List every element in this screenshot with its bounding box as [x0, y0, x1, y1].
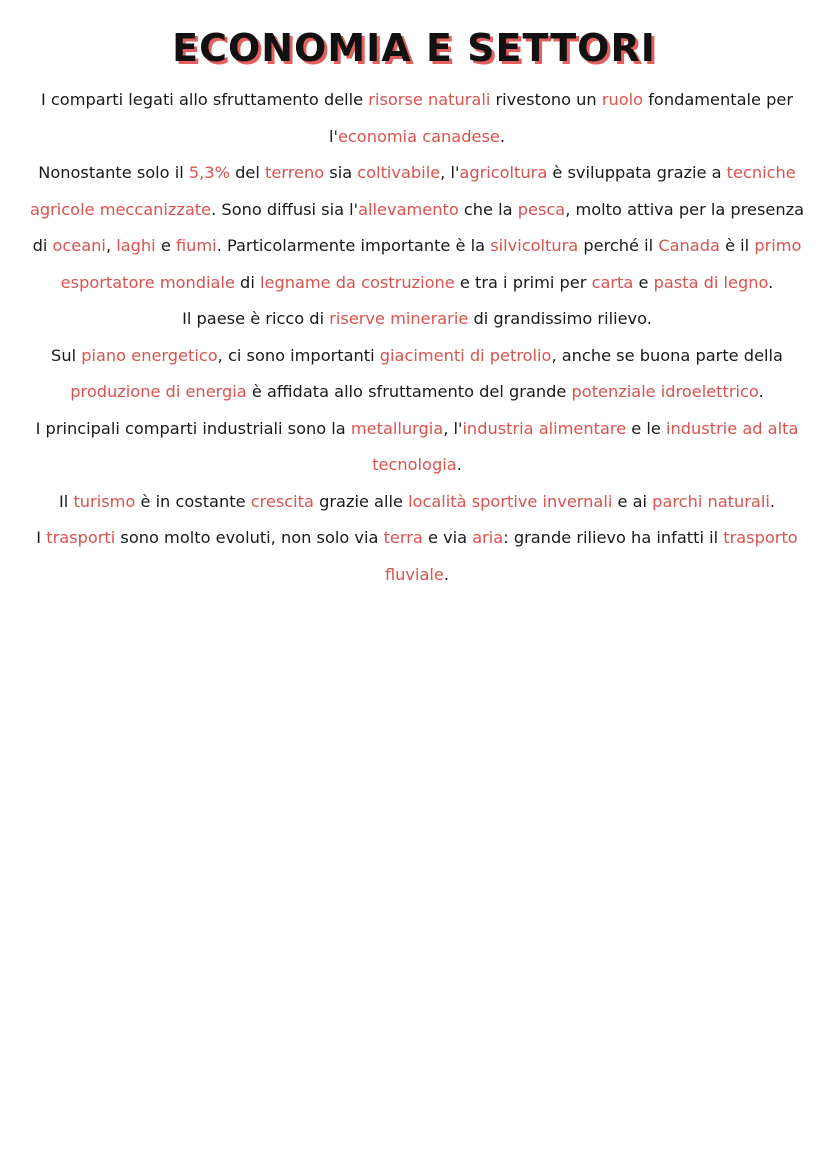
text-run: , l': [443, 418, 463, 438]
text-run: è affidata allo sfruttamento del grande: [246, 382, 572, 401]
text-run: e: [633, 272, 654, 292]
paragraph-p1: [22, 82, 812, 155]
paragraph-p4: [22, 338, 812, 411]
highlighted-term: località sportive invernali: [408, 491, 613, 511]
highlighted-term: metallurgia: [350, 418, 444, 438]
text-run: rivestono un: [490, 90, 602, 109]
highlighted-term: pasta di legno: [653, 272, 769, 292]
page-title: ECONOMIA E SETTORI: [172, 26, 656, 70]
paragraph-p3: [22, 301, 812, 338]
text-run: .: [443, 564, 450, 584]
highlighted-term: industria alimentare: [462, 418, 627, 438]
highlighted-term: terra: [383, 528, 423, 547]
highlighted-term: terreno: [265, 163, 325, 182]
text-run: e ai: [612, 491, 653, 511]
highlighted-term: piano energetico: [81, 345, 218, 365]
text-run: grazie alle: [313, 491, 409, 511]
highlighted-term: crescita: [250, 491, 314, 511]
text-run: è in costante: [135, 491, 251, 511]
highlighted-term: oceani: [52, 236, 106, 255]
text-run: ,: [105, 236, 117, 255]
text-run: , molto attiva per la presenza di: [32, 199, 805, 255]
text-run: .: [758, 382, 764, 401]
highlighted-term: industrie ad alta tecnologia: [372, 418, 799, 474]
text-run: : grande rilievo ha infatti il: [503, 528, 724, 547]
highlighted-term: laghi: [116, 236, 156, 255]
highlighted-term: risorse naturali: [368, 90, 491, 109]
highlighted-term: economia canadese: [337, 126, 500, 146]
highlighted-term: legname da costruzione: [259, 272, 455, 292]
highlighted-term: trasporti: [46, 528, 116, 547]
paragraph-p5: [22, 411, 812, 484]
text-run: Sul: [51, 345, 82, 365]
highlighted-term: 5,3%: [188, 163, 230, 182]
highlighted-term: aria: [472, 528, 504, 547]
text-run: , ci sono importanti: [217, 345, 380, 365]
text-run: , l': [440, 163, 460, 182]
text-run: I: [36, 528, 47, 547]
text-run: di: [234, 272, 260, 292]
paragraph-p6: [22, 484, 812, 521]
text-run: perché il: [578, 236, 659, 255]
text-run: del: [229, 163, 266, 182]
text-run: è il: [719, 236, 755, 255]
highlighted-term: riserve minerarie: [329, 309, 469, 328]
highlighted-term: primo esportatore mondiale: [60, 236, 802, 292]
text-run: Nonostante solo il: [38, 163, 189, 182]
text-run: e le: [626, 418, 667, 438]
text-run: di grandissimo rilievo.: [468, 309, 652, 328]
highlighted-term: produzione di energia: [70, 382, 247, 401]
text-run: sono molto evoluti, non solo via: [115, 528, 384, 547]
text-run: e via: [422, 528, 473, 547]
paragraph-p2: [22, 155, 812, 301]
text-run: I comparti legati allo sfruttamento delle: [40, 90, 369, 109]
text-run: sia: [324, 163, 358, 182]
text-run: I principali comparti industriali sono la: [35, 418, 351, 438]
text-run: .: [499, 126, 505, 146]
document-body: [22, 82, 812, 593]
highlighted-term: coltivabile: [357, 163, 441, 182]
highlighted-term: fiumi: [175, 236, 217, 255]
highlighted-term: trasporto fluviale: [384, 528, 798, 584]
highlighted-term: silvicoltura: [490, 236, 579, 255]
text-run: .: [768, 272, 774, 292]
text-run: . Particolarmente importante è la: [216, 236, 491, 255]
highlighted-term: turismo: [73, 491, 136, 511]
text-run: fondamentale per l': [329, 90, 794, 146]
highlighted-term: Canada: [658, 236, 720, 255]
highlighted-term: pesca: [517, 199, 566, 219]
text-run: .: [456, 455, 462, 474]
highlighted-term: giacimenti di petrolio: [379, 345, 552, 365]
highlighted-term: tecniche agricole meccanizzate: [29, 163, 796, 219]
paragraph-p7: [22, 520, 812, 593]
highlighted-term: agricoltura: [459, 163, 548, 182]
text-run: .: [769, 491, 775, 511]
text-run: è sviluppata grazie a: [547, 163, 727, 182]
highlighted-term: carta: [591, 272, 634, 292]
text-run: e tra i primi per: [454, 272, 592, 292]
highlighted-term: allevamento: [358, 199, 459, 219]
text-run: e: [155, 236, 176, 255]
text-run: Il: [59, 491, 74, 511]
text-run: , anche se buona parte della: [551, 345, 783, 365]
text-run: Il paese è ricco di: [182, 309, 330, 328]
highlighted-term: potenziale idroelettrico: [571, 382, 759, 401]
text-run: . Sono diffusi sia l': [211, 199, 359, 219]
highlighted-term: parchi naturali: [652, 491, 770, 511]
highlighted-term: ruolo: [601, 90, 644, 109]
text-run: che la: [458, 199, 518, 219]
